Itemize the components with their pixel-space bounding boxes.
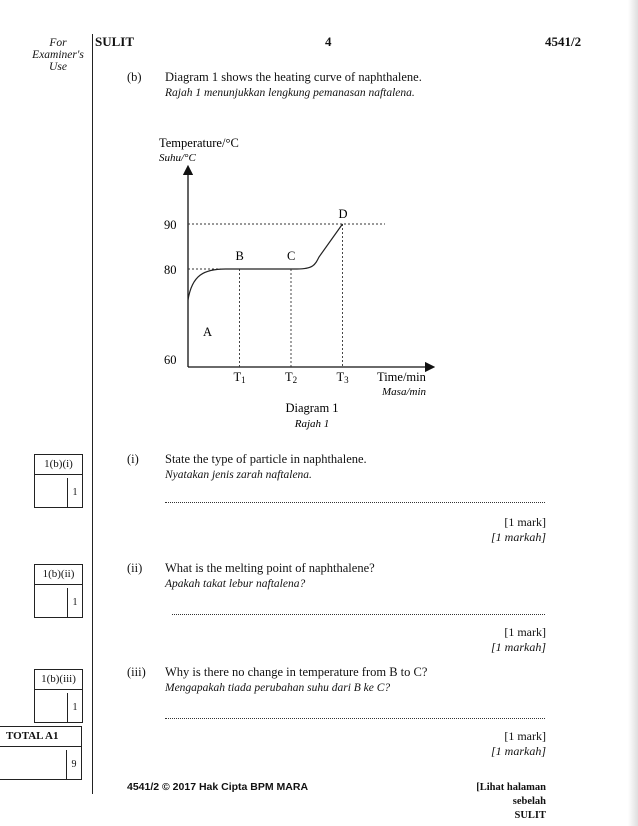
mark-allocation <box>491 625 546 655</box>
y-tick-label: 60 <box>164 353 177 367</box>
total-max: 9 <box>66 750 81 779</box>
y-axis-title: Temperature/°C <box>159 136 239 150</box>
question-text: State the type of particle in naphthalene. <box>165 452 367 466</box>
heating-curve <box>188 224 343 300</box>
point-label-d: D <box>338 207 348 221</box>
question-text-ms: Mengapakah tiada perubahan suhu dari B ke C? <box>165 682 391 694</box>
footer-next-page-text: [Lihat halaman sebelah <box>476 782 546 807</box>
mark-ms: [1 markah] <box>490 530 546 544</box>
point-label-b: B <box>235 249 244 263</box>
intro-text: Diagram 1 shows the heating curve of naphthalene. <box>165 70 422 84</box>
score-box-label: 1(b)(iii) <box>35 670 82 690</box>
question-text-ms: Apakah takat lebur naftalena? <box>165 578 306 590</box>
score-box-1bii <box>34 564 83 618</box>
score-box-label: 1(b)(i) <box>35 455 82 475</box>
y-tick-label: 80 <box>164 263 177 277</box>
header-sulit: SULIT <box>95 34 135 49</box>
score-box-1bi <box>34 454 83 508</box>
footer-copyright: 4541/2 © 2017 Hak Cipta BPM MARA <box>127 781 309 793</box>
question-text-ms: Nyatakan jenis zarah naftalena. <box>165 469 312 481</box>
diagram-caption-ms: Rajah 1 <box>294 418 330 430</box>
x-tick-label: T3 <box>336 370 349 385</box>
footer-next-page <box>460 781 546 823</box>
question-number: (iii) <box>127 665 146 679</box>
mark-allocation <box>491 729 546 759</box>
mark-ms: [1 markah] <box>490 640 546 654</box>
x-axis-title: Time/min <box>377 370 426 384</box>
guide-lines <box>188 224 385 367</box>
paper-code: 4541/2 <box>545 34 582 49</box>
total-label: TOTAL A1 <box>0 727 81 747</box>
y-axis-title-ms: Suhu/°C <box>159 152 196 164</box>
question-number: (i) <box>127 452 139 466</box>
intro-text-ms: Rajah 1 menunjukkan lengkung pemanasan naftalena. <box>165 87 415 99</box>
question-text: What is the melting point of naphthalene? <box>165 561 375 575</box>
tick-labels <box>164 218 349 385</box>
examiner-label-line: Examiner's <box>32 49 84 61</box>
mark-en: [1 mark] <box>504 625 546 639</box>
footer-sulit: SULIT <box>514 810 546 821</box>
score-box-label: 1(b)(ii) <box>35 565 82 585</box>
answer-line[interactable] <box>172 614 545 615</box>
examiner-label-line: Use <box>49 61 67 73</box>
page-number: 4 <box>325 34 332 49</box>
score-box-max: 1 <box>67 588 82 617</box>
mark-en: [1 mark] <box>504 729 546 743</box>
diagram-caption: Diagram 1 <box>285 401 339 415</box>
question-number: (ii) <box>127 561 143 575</box>
mark-en: [1 mark] <box>504 515 546 529</box>
score-box-max: 1 <box>67 478 82 507</box>
x-tick-label: T1 <box>233 370 246 385</box>
point-label-c: C <box>287 249 296 263</box>
x-tick-label: T2 <box>285 370 298 385</box>
x-axis-title-ms: Masa/min <box>382 386 426 398</box>
question-text: Why is there no change in temperature from B to C? <box>165 665 428 679</box>
score-box-max: 1 <box>67 693 82 722</box>
answer-line[interactable] <box>165 718 545 719</box>
point-labels <box>203 207 348 339</box>
total-score-box <box>0 726 82 780</box>
score-box-1biii <box>34 669 83 723</box>
mark-ms: [1 markah] <box>490 744 546 758</box>
y-tick-label: 90 <box>164 218 177 232</box>
mark-allocation <box>491 515 546 545</box>
point-label-a: A <box>203 325 213 339</box>
answer-line[interactable] <box>165 502 545 503</box>
examiner-label-line: For <box>49 37 67 49</box>
part-label: (b) <box>127 70 142 84</box>
